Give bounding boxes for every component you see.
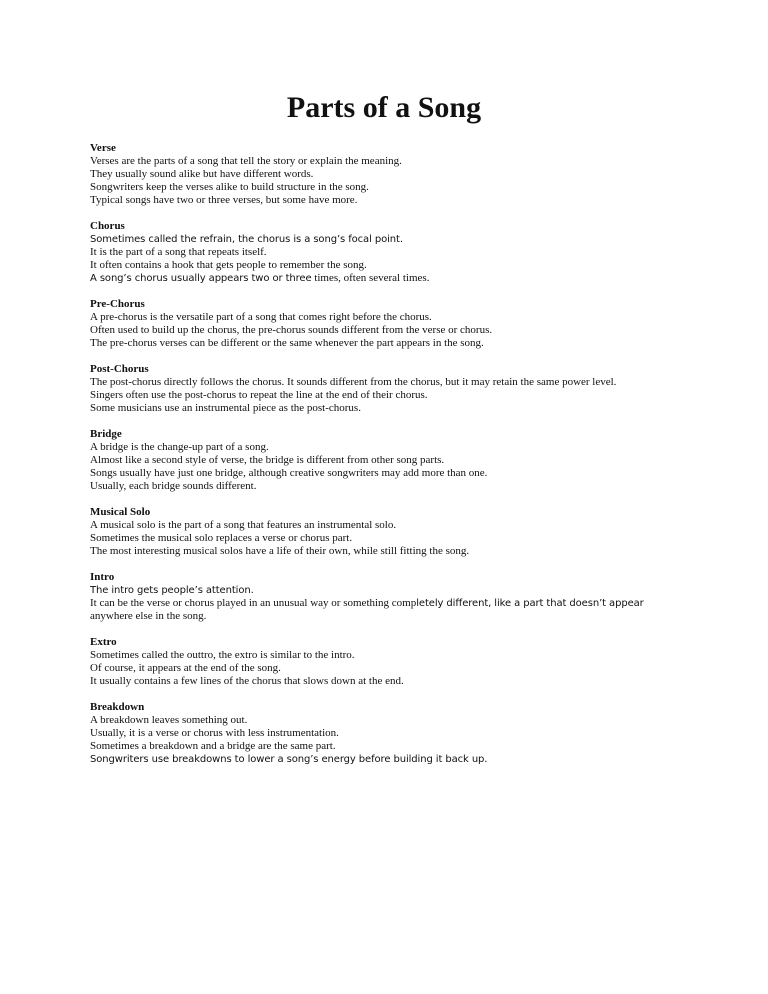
- body-line: Songs usually have just one bridge, although creative songwriters may add more than one.: [90, 467, 488, 479]
- section-verse: [90, 142, 750, 207]
- page-title: Parts of a Song: [286, 91, 482, 124]
- body-line: Almost like a second style of verse, the bridge is different from other song parts.: [90, 454, 445, 466]
- body-line: The most interesting musical solos have a life of their own, while still fitting the song.: [90, 545, 470, 557]
- body-line: The intro gets people’s attention.: [90, 585, 254, 596]
- section-musical-solo: [90, 506, 750, 558]
- section-pre-chorus: [90, 298, 750, 350]
- body-line: Verses are the parts of a song that tell the story or explain the meaning.: [90, 155, 402, 167]
- body-line: A bridge is the change-up part of a song.: [90, 441, 269, 453]
- body-line: Usually, each bridge sounds different.: [90, 480, 257, 492]
- document-body: [90, 142, 750, 779]
- section-heading: Intro: [90, 571, 115, 583]
- body-line: Sometimes called the outtro, the extro is similar to the intro.: [90, 649, 355, 661]
- section-heading: Verse: [90, 142, 116, 154]
- body-line: A breakdown leaves something out.: [90, 714, 248, 726]
- section-heading: Bridge: [90, 428, 122, 440]
- body-line: The post-chorus directly follows the chorus. It sounds different from the chorus, but it may retain the same power level.: [90, 376, 617, 388]
- body-line: anywhere else in the song.: [90, 610, 207, 622]
- section-bridge: [90, 428, 750, 493]
- body-line: The pre-chorus verses can be different or the same whenever the part appears in the song.: [90, 337, 484, 349]
- section-intro: [90, 571, 750, 623]
- section-heading: Breakdown: [90, 701, 145, 713]
- body-line: Sometimes the musical solo replaces a verse or chorus part.: [90, 532, 353, 544]
- body-line: They usually sound alike but have different words.: [90, 168, 314, 180]
- body-line: Singers often use the post-chorus to repeat the line at the end of their chorus.: [90, 389, 428, 401]
- section-heading: Pre-Chorus: [90, 298, 145, 310]
- body-line-part: A song’s chorus usually appears two or three: [90, 273, 312, 284]
- body-line: [90, 272, 750, 285]
- section-heading: Extro: [90, 636, 117, 648]
- body-line: It often contains a hook that gets people to remember the song.: [90, 259, 367, 271]
- body-line: Songwriters use breakdowns to lower a song’s energy before building it back up.: [90, 754, 488, 765]
- section-heading: Post-Chorus: [90, 363, 149, 375]
- body-line: A pre-chorus is the versatile part of a song that comes right before the chorus.: [90, 311, 432, 323]
- body-line: It usually contains a few lines of the chorus that slows down at the end.: [90, 675, 404, 687]
- body-line: Sometimes called the refrain, the chorus is a song’s focal point.: [90, 234, 403, 245]
- body-line: A musical solo is the part of a song that features an instrumental solo.: [90, 519, 397, 531]
- body-line: Typical songs have two or three verses, but some have more.: [90, 194, 358, 206]
- body-line: Songwriters keep the verses alike to build structure in the song.: [90, 181, 369, 193]
- body-line: Sometimes a breakdown and a bridge are the same part.: [90, 740, 336, 752]
- body-line: Usually, it is a verse or chorus with less instrumentation.: [90, 727, 339, 739]
- body-line: [90, 597, 750, 610]
- body-line: Of course, it appears at the end of the song.: [90, 662, 281, 674]
- section-heading: Chorus: [90, 220, 125, 232]
- section-extro: [90, 636, 750, 688]
- body-line: Often used to build up the chorus, the pre-chorus sounds different from the verse or chorus.: [90, 324, 493, 336]
- body-line: It is the part of a song that repeats itself.: [90, 246, 267, 258]
- body-line-part: letely different, like a part that doesn’t appear: [416, 598, 644, 609]
- section-chorus: [90, 220, 750, 285]
- body-line-part: times, often several times.: [311, 272, 430, 284]
- body-line-part: It can be the verse or chorus played in an unusual way or something comp: [90, 597, 417, 609]
- section-breakdown: [90, 701, 750, 766]
- section-heading: Musical Solo: [90, 506, 151, 518]
- section-post-chorus: [90, 363, 750, 415]
- body-line: Some musicians use an instrumental piece as the post-chorus.: [90, 402, 361, 414]
